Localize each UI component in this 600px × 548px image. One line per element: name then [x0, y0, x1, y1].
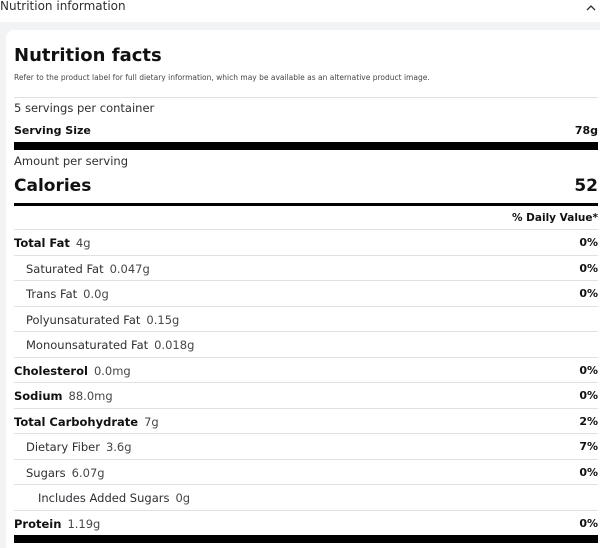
nutrient-name [26, 262, 150, 276]
nutrient-amount: 1.19g [67, 516, 101, 531]
divider-thick [14, 535, 598, 543]
calories-value: 52 [574, 176, 598, 196]
nutrient-row [14, 331, 598, 357]
nutrient-row [14, 229, 598, 255]
nutrient-label: Includes Added Sugars [38, 491, 170, 505]
nutrient-name [26, 440, 132, 454]
nutrient-row [14, 255, 598, 281]
nutrient-row [14, 408, 598, 434]
nutrient-label: Sodium [14, 389, 63, 403]
nutrient-amount: 0.018g [154, 338, 195, 352]
nutrient-daily-value: 0% [579, 389, 598, 402]
nutrient-row [14, 459, 598, 485]
nutrient-label: Monounsaturated Fat [26, 338, 149, 352]
divider-medium [14, 203, 598, 206]
nutrient-amount: 0.15g [146, 312, 180, 327]
nutrient-amount: 0.047g [109, 261, 150, 276]
calories-label: Calories [14, 176, 92, 196]
nutrient-row [14, 280, 598, 306]
nutrient-name [26, 466, 105, 480]
nutrient-row [14, 484, 598, 510]
nutrient-amount: 6.07g [71, 465, 105, 480]
nutrient-amount: 3.6g [105, 440, 132, 454]
nutrition-information-header[interactable] [0, 0, 600, 22]
nutrient-label: Total Fat [14, 236, 70, 250]
nutrient-row [14, 382, 598, 408]
nutrient-daily-value: 0% [579, 363, 598, 377]
facts-title: Nutrition facts [14, 45, 162, 66]
serving-size-label: Serving Size [14, 124, 91, 137]
nutrient-name [14, 517, 100, 531]
nutrient-label: Cholesterol [14, 363, 88, 378]
servings-per-container: 5 servings per container [14, 101, 155, 115]
nutrient-name [14, 389, 113, 403]
nutrient-daily-value: 0% [579, 236, 598, 249]
nutrient-label: Total Carbohydrate [14, 414, 139, 429]
nutrient-row [14, 433, 598, 459]
nutrient-name [14, 415, 159, 429]
divider-thick [14, 142, 598, 150]
amount-per-serving: Amount per serving [14, 154, 128, 168]
nutrient-amount: 88.0mg [68, 389, 113, 403]
nutrient-amount: 0g [175, 491, 191, 505]
nutrient-name [26, 313, 179, 327]
nutrient-daily-value: 0% [579, 465, 598, 479]
nutrition-facts-panel [6, 30, 600, 548]
serving-size-value: 78g [574, 124, 598, 137]
nutrient-label: Polyunsaturated Fat [26, 312, 141, 327]
nutrient-row [14, 306, 598, 332]
nutrient-daily-value: 0% [579, 261, 598, 275]
nutrient-label: Dietary Fiber [26, 440, 100, 454]
nutrient-name [14, 364, 131, 378]
nutrient-daily-value: 0% [579, 287, 598, 300]
nutrient-name [14, 236, 91, 250]
nutrient-amount: 0.0g [83, 287, 109, 301]
nutrient-name [26, 338, 194, 352]
nutrient-label: Protein [14, 516, 62, 531]
nutrient-label: Saturated Fat [26, 261, 104, 276]
nutrient-label: Sugars [26, 465, 66, 480]
disclaimer-text: Refer to the product label for full dietary information, which may be available as an alternative product image. [14, 73, 430, 82]
nutrient-row [14, 510, 598, 536]
daily-value-header: % Daily Value* [512, 212, 598, 224]
nutrient-row [14, 357, 598, 383]
nutrient-amount: 7g [144, 414, 159, 429]
nutrient-amount: 0.0mg [93, 363, 131, 378]
nutrient-daily-value: 0% [579, 516, 598, 530]
nutrient-daily-value: 2% [579, 414, 598, 428]
nutrient-name [26, 287, 109, 301]
section-title: Nutrition information [0, 0, 126, 13]
nutrient-label: Trans Fat [26, 287, 78, 301]
nutrient-daily-value: 7% [579, 440, 598, 453]
nutrient-amount: 4g [75, 236, 91, 250]
chevron-up-icon[interactable] [585, 1, 597, 15]
nutrient-name [38, 491, 190, 505]
divider [14, 97, 598, 98]
